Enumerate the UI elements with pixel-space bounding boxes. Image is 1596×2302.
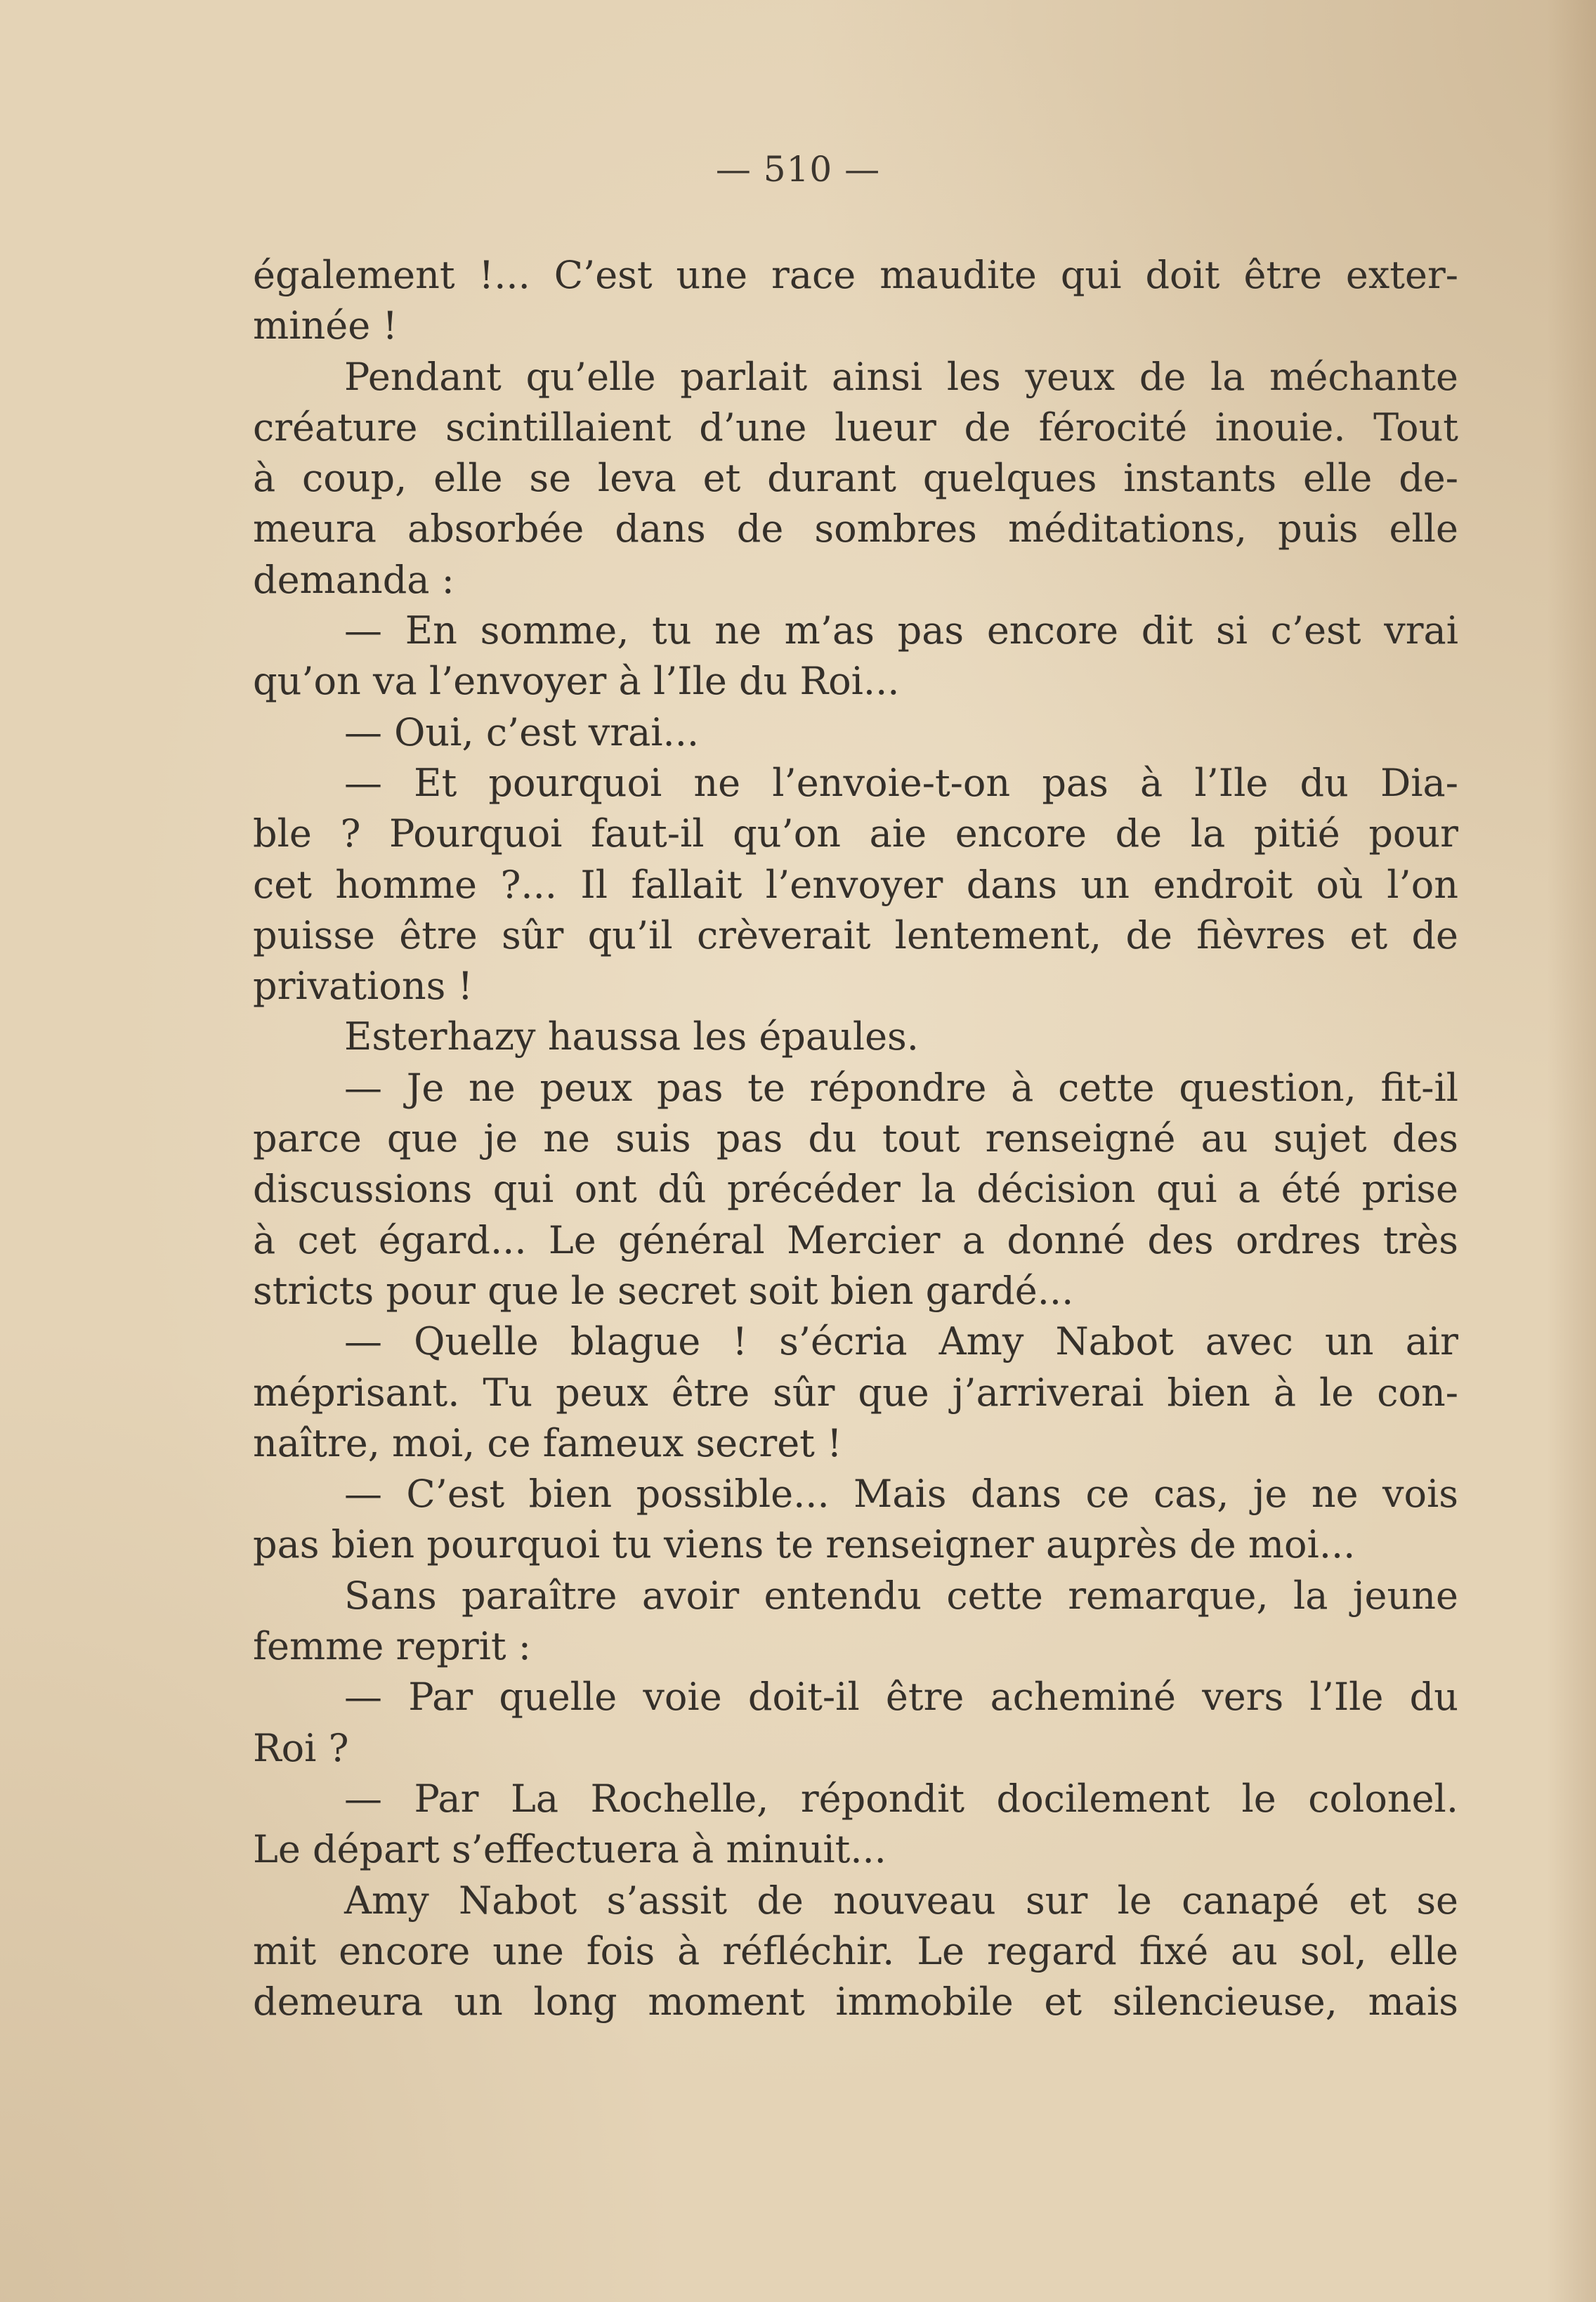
text-line: — En somme, tu ne m’as pas encore dit si c’est vrai — [344, 608, 1458, 653]
text-line: ble ? Pourquoi faut-il qu’on aie encore de la pitié pour — [253, 811, 1458, 856]
text-line: — C’est bien possible... Mais dans ce cas, je ne vois — [344, 1472, 1458, 1517]
text-line: — Par quelle voie doit-il être acheminé vers l’Ile du — [344, 1675, 1458, 1720]
text-line: mit encore une fois à réfléchir. Le regard fixé au sol, elle — [253, 1928, 1458, 1973]
text-line: Sans paraître avoir entendu cette remarque, la jeune — [344, 1573, 1458, 1618]
body-text — [253, 250, 1458, 2027]
text-line: demanda : — [253, 557, 454, 602]
text-line: créature scintillaient d’une lueur de férocité inouie. Tout — [253, 405, 1458, 450]
text-line: — Par La Rochelle, répondit docilement le colonel. — [344, 1776, 1458, 1821]
text-line: parce que je ne suis pas du tout renseigné au sujet des — [253, 1116, 1458, 1161]
text-line: Amy Nabot s’assit de nouveau sur le canapé et se — [344, 1878, 1458, 1923]
page-fold-shadow — [1547, 0, 1596, 2302]
text-line: méprisant. Tu peux être sûr que j’arriverai bien à le con- — [253, 1370, 1458, 1415]
text-line: demeura un long moment immobile et silencieuse, mais — [253, 1980, 1458, 2025]
text-line: pas bien pourquoi tu viens te renseigner auprès de moi... — [253, 1522, 1356, 1567]
text-line: — Oui, c’est vrai... — [344, 709, 700, 754]
text-line: meura absorbée dans de sombres méditations, puis elle — [253, 506, 1458, 551]
text-line: minée ! — [253, 303, 398, 348]
text-line: — Quelle blague ! s’écria Amy Nabot avec un air — [344, 1319, 1458, 1364]
text-line: qu’on va l’envoyer à l’Ile du Roi... — [253, 659, 900, 704]
text-line: stricts pour que le secret soit bien gardé... — [253, 1268, 1074, 1313]
text-line: privations ! — [253, 964, 473, 1009]
page-number: — 510 — — [715, 149, 881, 190]
text-line: à cet égard... Le général Mercier a donné des ordres très — [253, 1217, 1458, 1262]
text-line: Roi ? — [253, 1725, 349, 1770]
text-line: à coup, elle se leva et durant quelques instants elle de- — [253, 456, 1458, 501]
text-line: Esterhazy haussa les épaules. — [344, 1014, 919, 1059]
text-line: — Et pourquoi ne l’envoie-t-on pas à l’Ile du Dia- — [344, 760, 1458, 805]
text-line: naître, moi, ce fameux secret ! — [253, 1420, 842, 1465]
text-line: Le départ s’effectuera à minuit... — [253, 1827, 887, 1872]
text-line: discussions qui ont dû précéder la décision qui a été prise — [253, 1167, 1458, 1212]
text-line: cet homme ?... Il fallait l’envoyer dans un endroit où l’on — [253, 862, 1458, 907]
text-line: puisse être sûr qu’il crèverait lentement, de fièvres et de — [253, 913, 1458, 957]
text-line: femme reprit : — [253, 1624, 531, 1669]
text-line: également !... C’est une race maudite qui doit être exter- — [253, 253, 1458, 297]
text-line: Pendant qu’elle parlait ainsi les yeux de la méchante — [344, 354, 1458, 399]
text-line: — Je ne peux pas te répondre à cette question, fit-il — [344, 1065, 1458, 1110]
